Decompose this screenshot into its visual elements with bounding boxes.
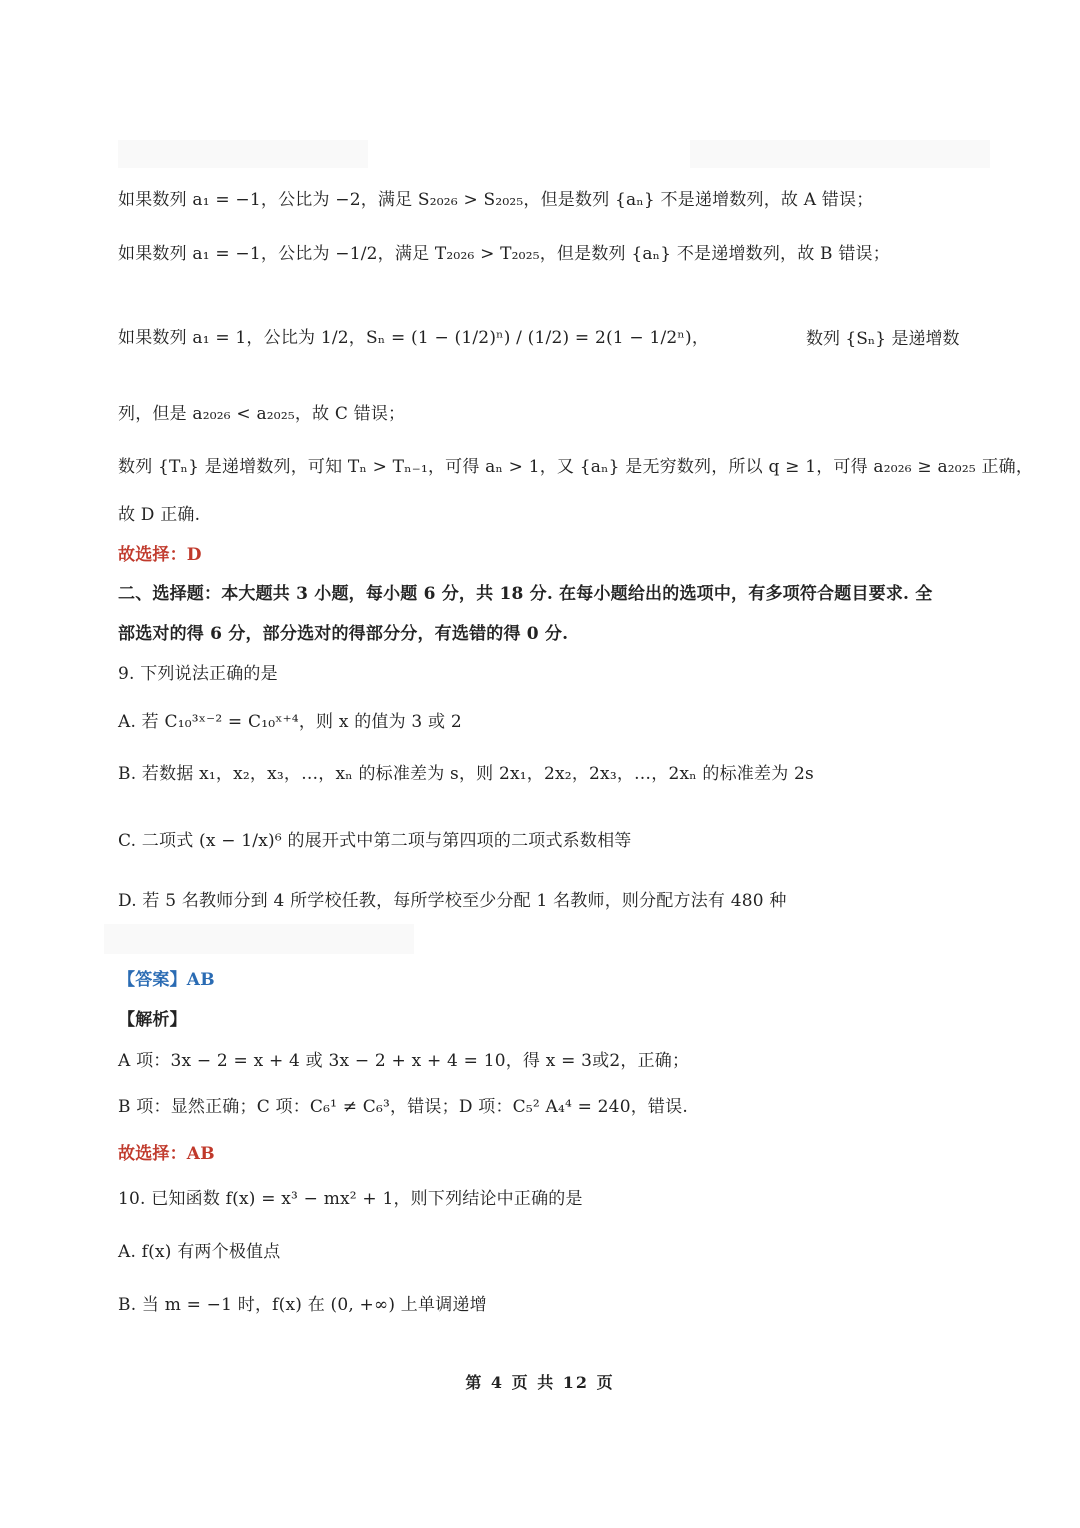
page-footer: 第 4 页 共 12 页 — [465, 1373, 615, 1392]
analysis-label: 【解析】 — [118, 1010, 187, 1030]
line-option-b-analysis: 如果数列 a₁ = −1，公比为 −1/2，满足 T₂₀₂₆ > T₂₀₂₅，但是数列 {aₙ} 不是递增数列，故 B 错误； — [118, 244, 890, 264]
answer-label: 【答案】AB — [118, 970, 215, 990]
section-heading-continued: 部选对的得 6 分，部分选对的得部分分，有选错的得 0 分. — [118, 624, 569, 644]
scan-shadow — [118, 140, 368, 168]
line-option-d-analysis: 数列 {Tₙ} 是递增数列，可知 Tₙ > Tₙ₋₁，可得 aₙ > 1，又 {aₙ} 是无穷数列，所以 q ≥ 1，可得 a₂₀₂₆ ≥ a₂₀₂₅ 正确， — [118, 457, 1034, 477]
answer-choice-ab: 故选择：AB — [118, 1144, 215, 1164]
analysis-options-bcd: B 项：显然正确；C 项：C₆¹ ≠ C₆³，错误；D 项：C₅² A₄⁴ = 240，错误. — [118, 1097, 688, 1117]
question-10-option-a: A. f(x) 有两个极值点 — [118, 1242, 281, 1262]
analysis-option-a: A 项：3x − 2 = x + 4 或 3x − 2 + x + 4 = 10，得 x = 3或2，正确； — [118, 1051, 690, 1071]
line-option-c-conclusion: 列，但是 a₂₀₂₆ < a₂₀₂₅，故 C 错误； — [118, 404, 406, 424]
question-9-option-a: A. 若 C₁₀³ˣ⁻² = C₁₀ˣ⁺⁴，则 x 的值为 3 或 2 — [118, 712, 462, 732]
answer-choice-d: 故选择：D — [118, 545, 202, 565]
section-heading: 二、选择题：本大题共 3 小题，每小题 6 分，共 18 分. 在每小题给出的选项中，有多项符合题目要求. 全 — [118, 584, 933, 604]
line-option-a-analysis: 如果数列 a₁ = −1，公比为 −2，满足 S₂₀₂₆ > S₂₀₂₅，但是数列 {aₙ} 不是递增数列，故 A 错误； — [118, 190, 874, 210]
line-option-c-continued: 数列 {Sₙ} 是递增数 — [806, 329, 960, 349]
scan-shadow — [690, 140, 990, 168]
question-9-option-b: B. 若数据 x₁，x₂，x₃，…，xₙ 的标准差为 s，则 2x₁，2x₂，2x₃，…，2xₙ 的标准差为 2s — [118, 764, 814, 784]
question-9-option-d: D. 若 5 名教师分到 4 所学校任教，每所学校至少分配 1 名教师，则分配方法有 480 种 — [118, 891, 787, 911]
line-option-c-analysis: 如果数列 a₁ = 1，公比为 1/2，Sₙ = (1 − (1/2)ⁿ) / (1/2) = 2(1 − 1/2ⁿ)， — [118, 328, 710, 348]
question-10-stem: 10. 已知函数 f(x) = x³ − mx² + 1，则下列结论中正确的是 — [118, 1189, 583, 1209]
question-9-stem: 9. 下列说法正确的是 — [118, 664, 278, 684]
scan-shadow — [104, 924, 414, 954]
question-10-option-b: B. 当 m = −1 时，f(x) 在 (0, +∞) 上单调递增 — [118, 1295, 487, 1315]
question-9-option-c: C. 二项式 (x − 1/x)⁶ 的展开式中第二项与第四项的二项式系数相等 — [118, 831, 632, 851]
line-option-d-conclusion: 故 D 正确. — [118, 505, 201, 525]
